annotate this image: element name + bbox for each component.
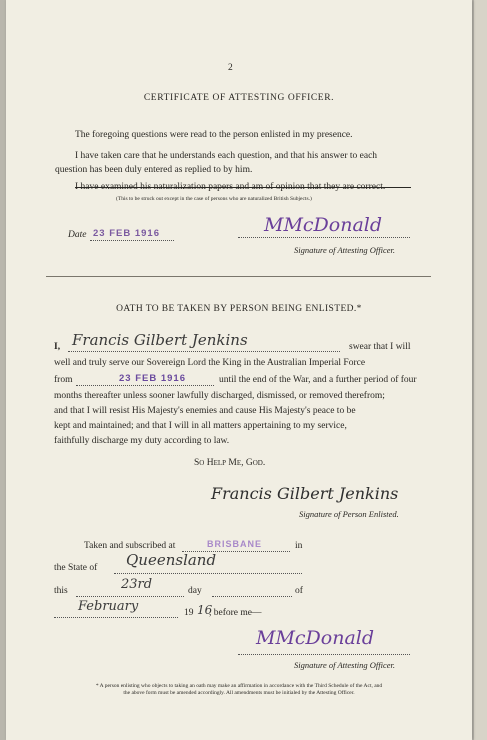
subscribed-officer-signature: MMcDonald: [256, 627, 375, 649]
year-prefix: 19: [184, 608, 194, 618]
person-signature: Francis Gilbert Jenkins: [211, 484, 399, 503]
certificate-signature-label: Signature of Attesting Officer.: [294, 245, 396, 255]
state-handwritten: Queensland: [126, 551, 217, 569]
oath-line3-end: until the end of the War, and a further period of four: [219, 375, 417, 385]
oath-line7: faithfully discharge my duty according to law.: [54, 436, 230, 446]
from-date-stamp: 23 FEB 1916: [119, 373, 186, 384]
signature-line-1: [238, 237, 410, 238]
person-signature-label: Signature of Person Enlisted.: [299, 509, 399, 519]
oath-i-prefix: I,: [54, 342, 61, 352]
para3-strikethrough: [75, 187, 411, 188]
oath-line4: months thereafter unless sooner lawfully discharged, dismissed, or removed therefrom;: [54, 391, 385, 401]
from-date-line: [76, 385, 214, 386]
year-handwritten: 16: [197, 603, 213, 617]
day-handwritten: 23rd: [121, 577, 153, 592]
taken-label: Taken and subscribed at: [84, 541, 176, 551]
day-line: [76, 596, 184, 597]
certificate-title: CERTIFICATE OF ATTESTING OFFICER.: [143, 93, 335, 103]
page-number: 2: [228, 63, 233, 73]
oath-line5: and that I will resist His Majesty's enemies and cause His Majesty's peace to be: [54, 406, 356, 416]
state-line: [114, 573, 302, 574]
date-stamp: 23 FEB 1916: [93, 228, 160, 239]
oath-line1-end: swear that I will: [349, 342, 411, 352]
certificate-para2-line2: question has been duly entered as replied to by him.: [55, 165, 253, 175]
oath-title: OATH TO BE TAKEN BY PERSON BEING ENLISTED.*: [116, 304, 362, 314]
enlistee-name: Francis Gilbert Jenkins: [72, 331, 248, 349]
adjacent-page-edge: [474, 0, 487, 740]
state-label: the State of: [54, 563, 98, 573]
place-stamp: BRISBANE: [207, 539, 263, 549]
in-label: in: [295, 541, 303, 551]
so-help-me-god: So Help Me, God.: [194, 458, 266, 468]
section-divider: [46, 276, 431, 277]
signature-line-2: [238, 654, 410, 655]
of-label: of: [295, 586, 303, 596]
day-label: day: [188, 586, 202, 596]
footnote-line1: * A person enlisting who objects to taking an oath may make an affirmation in accordance with the Third Schedule of the Act, and: [95, 683, 383, 689]
month-line: [54, 617, 178, 618]
month-handwritten: February: [78, 599, 139, 614]
subscribed-signature-label: Signature of Attesting Officer.: [294, 660, 396, 670]
this-label: this: [54, 586, 68, 596]
certificate-officer-signature: MMcDonald: [264, 214, 383, 236]
certificate-para1: The foregoing questions were read to the person enlisted in my presence.: [75, 130, 353, 140]
before-me-label: , before me—: [209, 608, 262, 618]
oath-line2: well and truly serve our Sovereign Lord the King in the Australian Imperial Force: [54, 358, 366, 368]
oath-line6: kept and maintained; and that I will in all matters appertaining to my service,: [54, 421, 347, 431]
footnote-line2: the above form must be amended accordingly. All amendments must be initialed by the Attesting Officer.: [123, 690, 355, 696]
date-line: [90, 240, 174, 241]
attestation-page: [6, 0, 472, 740]
certificate-para3-note: (This to be struck out except in the case of persons who are naturalized British Subjects.): [116, 196, 312, 202]
date-label: Date: [68, 230, 87, 240]
certificate-para3: I have examined his naturalization papers and am of opinion that they are correct.: [75, 182, 386, 192]
day-of-line: [212, 596, 292, 597]
name-line: [68, 351, 340, 352]
certificate-para2-line1: I have taken care that he understands each question, and that his answer to each: [75, 151, 378, 161]
from-label: from: [54, 375, 73, 385]
